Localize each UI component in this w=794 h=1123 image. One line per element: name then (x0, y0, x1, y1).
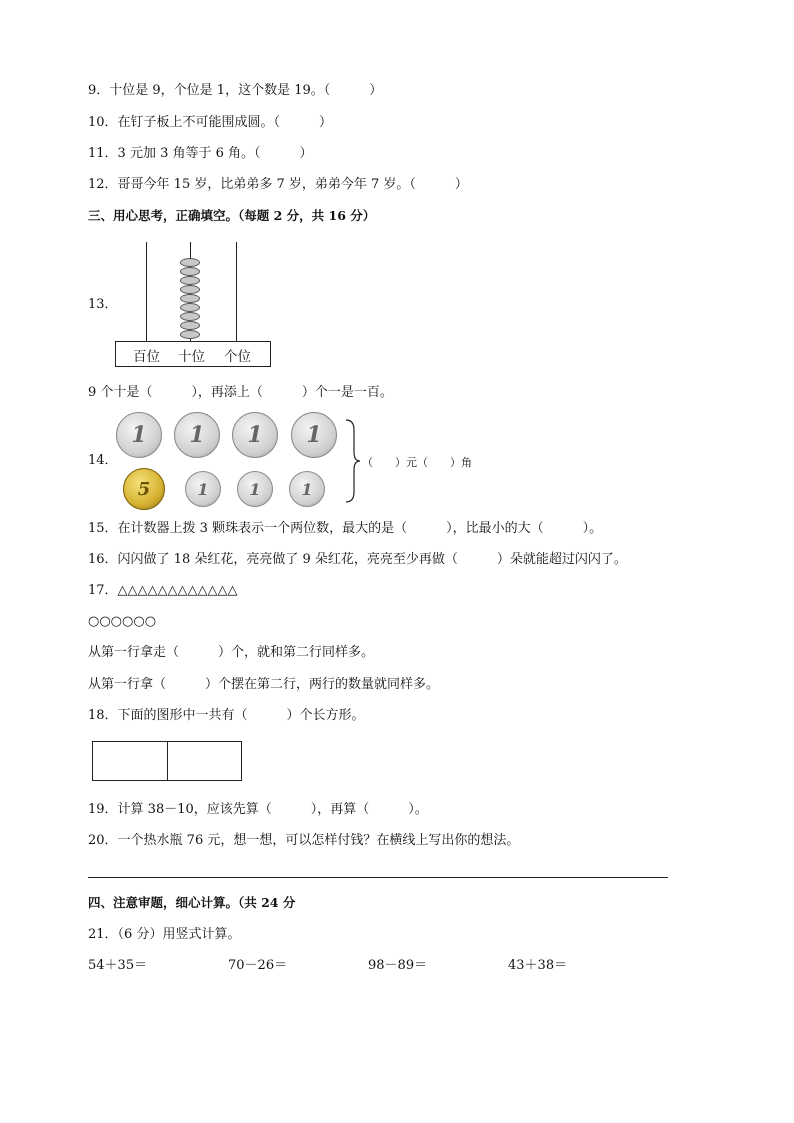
calc-item: 43＋38＝ (508, 958, 568, 973)
question-21: 21．（6 分）用竖式计算。 (88, 927, 241, 942)
question-20: 20．一个热水瓶 76 元，想一想，可以怎样付钱？在横线上写出你的想法。 (88, 833, 520, 848)
section-4-heading: 四、注意审题，细心计算。（共 24 分 (88, 895, 296, 910)
question-13-text: 9 个十是（ ），再添上（ ）个一是一百。 (88, 385, 393, 400)
abacus-bead (180, 267, 200, 276)
five-jiao-coin-icon: 5 (123, 468, 165, 510)
abacus-bead (180, 285, 200, 294)
one-jiao-coin-icon: 1 (289, 471, 325, 507)
abacus-bead (180, 276, 200, 285)
question-10: 10．在钉子板上不可能围成圆。（ ） (88, 115, 333, 130)
one-jiao-coin-icon: 1 (237, 471, 273, 507)
coin-answer-blank: （ ）元（ ）角 (362, 456, 472, 469)
one-jiao-coin-icon: 1 (185, 471, 221, 507)
abacus-rod-ones (236, 242, 237, 342)
question-11: 11．3 元加 3 角等于 6 角。（ ） (88, 146, 313, 161)
abacus-label-ones: 个位 (224, 349, 251, 365)
answer-line[interactable] (88, 877, 668, 878)
one-yuan-coin-icon: 1 (232, 412, 278, 458)
question-17: 17．△△△△△△△△△△△△ (88, 583, 238, 598)
one-yuan-coin-icon: 1 (116, 412, 162, 458)
calc-item: 70－26＝ (228, 958, 288, 973)
rectangle-divider (167, 742, 168, 780)
question-14-number: 14． (88, 453, 118, 468)
question-9: 9．十位是 9，个位是 1，这个数是 19。（ ） (88, 83, 383, 98)
calc-item: 54＋35＝ (88, 958, 148, 973)
abacus-bead (180, 330, 200, 339)
abacus-bead (180, 312, 200, 321)
question-17-circles: ○○○○○○ (88, 614, 157, 629)
abacus-frame (115, 341, 271, 367)
question-16: 16．闪闪做了 18 朵红花，亮亮做了 9 朵红花，亮亮至少再做（ ）朵就能超过闪闪了。 (88, 552, 627, 567)
section-3-heading: 三、用心思考，正确填空。（每题 2 分，共 16 分） (88, 208, 376, 223)
abacus-bead (180, 258, 200, 267)
question-12: 12．哥哥今年 15 岁，比弟弟多 7 岁，弟弟今年 7 岁。（ ） (88, 177, 468, 192)
question-17-part-a: 从第一行拿走（ ）个，就和第二行同样多。 (88, 645, 375, 660)
abacus-label-hundreds: 百位 (133, 349, 160, 365)
rectangle-figure (92, 741, 242, 781)
question-15: 15．在计数器上拨 3 颗珠表示一个两位数，最大的是（ ），比最小的大（ ）。 (88, 521, 603, 536)
abacus-label-tens: 十位 (178, 349, 205, 365)
abacus-bead (180, 321, 200, 330)
question-13-number: 13． (88, 297, 118, 312)
abacus-rod-hundreds (146, 242, 147, 342)
question-18: 18．下面的图形中一共有（ ）个长方形。 (88, 708, 365, 723)
one-yuan-coin-icon: 1 (291, 412, 337, 458)
abacus-bead (180, 294, 200, 303)
abacus-figure (115, 238, 271, 366)
curly-brace-icon (342, 418, 362, 504)
question-19: 19．计算 38－10，应该先算（ ），再算（ ）。 (88, 802, 428, 817)
abacus-bead (180, 303, 200, 312)
calc-item: 98－89＝ (368, 958, 428, 973)
one-yuan-coin-icon: 1 (174, 412, 220, 458)
question-17-part-b: 从第一行拿（ ）个摆在第二行，两行的数量就同样多。 (88, 677, 440, 692)
